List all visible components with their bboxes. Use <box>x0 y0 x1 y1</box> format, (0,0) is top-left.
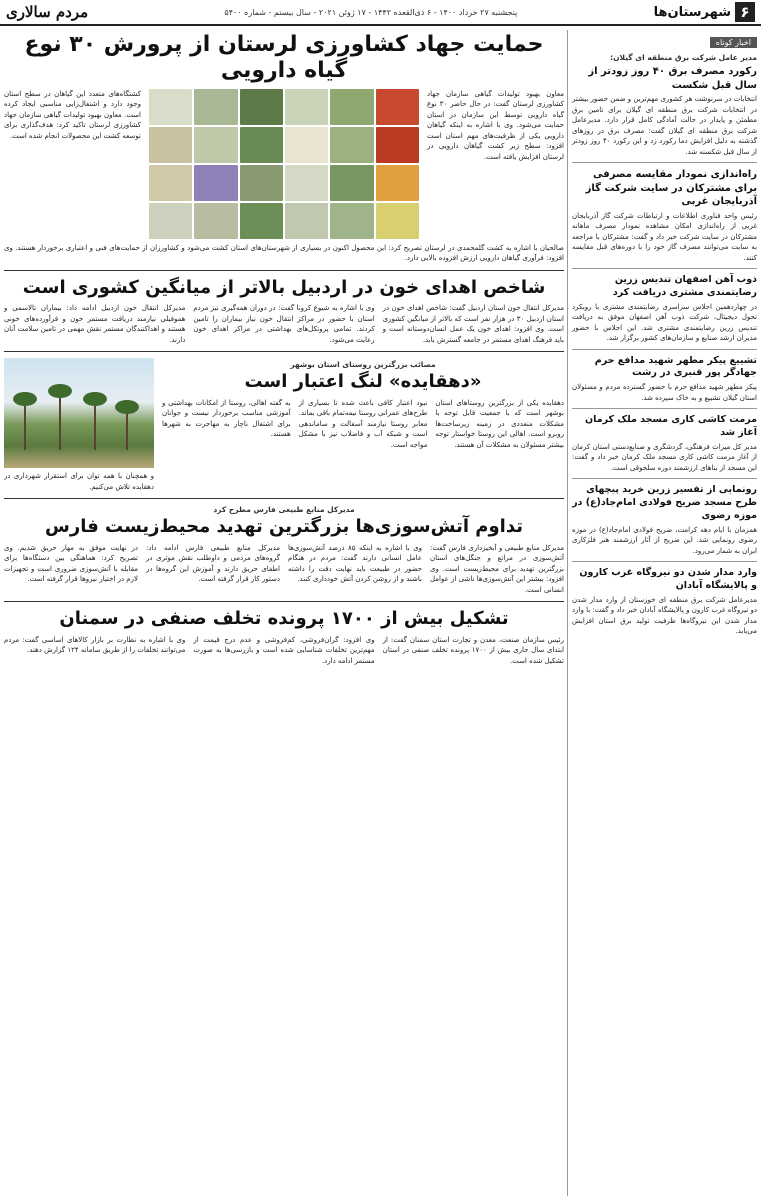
news-headline: مرمت کاشی کاری مسجد ملک کرمان آغاز شد <box>585 414 757 439</box>
news-item <box>572 53 757 157</box>
herb-photo <box>149 127 192 163</box>
herb-photo <box>240 203 283 239</box>
news-item <box>572 274 757 344</box>
section-number: ۶ <box>735 2 755 22</box>
herb-photo-grid <box>149 89 419 239</box>
news-item <box>572 168 757 263</box>
bushehr-col: به گفته اهالی، روستا از امکانات بهداشتی و آموزشی مناسب برخوردار نیست و جوانان برای اشتغال ناچار به مهاجرت به شهرها هستند. <box>161 398 291 439</box>
news-body: همزمان با ایام دهه کرامت، ضریح فولادی امام‌جاد(ع) در موزه رضوی رونمایی شد. این ضریح از آثار ارزشمند هنر فلزکاری ایران به شمار می‌رود. <box>572 525 757 555</box>
fars-kicker: مدیرکل منابع طبیعی فارس مطرح کرد <box>213 505 355 515</box>
news-body: پیکر مطهر شهید مدافع حرم با حضور گسترده مردم و مسئولان استان گیلان تشییع و به خاک سپرده شد. <box>572 383 757 402</box>
lead-story <box>4 32 564 264</box>
bushehr-kicker: مصائب بزرگترین روستای استان بوشهر <box>290 360 436 370</box>
bushehr-col: دهقایده یکی از بزرگترین روستاهای استان بوشهر است که با جمعیت قابل توجه با مشکلات متعددی در زمینه زیرساخت‌ها روبرو است. اهالی این روستا خواستار توجه بیشتر مسئولان به مشکلات آن هستند. <box>435 398 564 449</box>
fars-col: در نهایت موفق به مهار حریق شدیم. وی تصریح کرد: هماهنگی بین دستگاه‌ها برای مقابله با آتش‌سوزی ضروری است و تجهیزات لازم در اختیار نیروها قرار گرفته است. <box>4 543 138 584</box>
herb-photo <box>330 203 373 239</box>
news-kicker: مدیر عامل شرکت برق منطقه ای گیلان: <box>610 53 757 62</box>
news-item <box>572 484 757 556</box>
herb-photo <box>194 127 237 163</box>
blood-col: وی با اشاره به شیوع کرونا گفت: در دوران همه‌گیری نیز مردم استان با حضور در مراکز انتقال خون نیاز بیماران را تامین کردند. تمامی پروتکل‌های بهداشتی در مراکز اهدای خون رعایت می‌شود. <box>193 304 375 344</box>
divider <box>4 498 564 499</box>
masthead <box>0 0 761 26</box>
divider <box>572 268 757 269</box>
news-body: در چهاردهمین اجلاس سراسری رضایتمندی مشتری با رویکرد تحول دیجیتال، شرکت ذوب آهن اصفهان موفق به دریافت تندیس زرین رضایتمندی مشتری شد. این اجلاس با حضور مدیران ارشد صنایع و سازمان‌های کشور برگزار شد. <box>572 302 757 343</box>
news-headline: وارد مدار شدن دو نیروگاه غرب کارون و پالایشگاه آبادان <box>579 567 757 592</box>
divider <box>572 561 757 562</box>
fars-col: مدیرکل منابع طبیعی و آبخیزداری فارس گفت: آتش‌سوزی در مراتع و جنگل‌های استان بزرگترین تهدید برای محیط‌زیست است. وی افزود: بیشتر این آتش‌سوزی‌ها ناشی از عوامل انسانی است. <box>430 543 564 594</box>
herb-photo <box>240 127 283 163</box>
herb-photo <box>240 165 283 201</box>
paper-name: مردم سالاری <box>6 3 89 21</box>
news-headline: ذوب آهن اصفهان تندیس زرین رضایتمندی مشتری دریافت کرد <box>612 274 757 298</box>
bushehr-col: نبود اعتبار کافی باعث شده تا بسیاری از طرح‌های عمرانی روستا نیمه‌تمام باقی بماند. معابر روستا نیازمند آسفالت و ساماندهی است و شبکه آب و فاضلاب نیز با مشکل مواجه است. <box>298 398 428 449</box>
lead-col: صالحیان با اشاره به کشت گلمحمدی در لرستان تصریح کرد: این محصول اکنون در بسیاری از شهرستان‌های استان کشت می‌شود و کشاورزان از حمایت‌های فنی و اعتباری برخوردار هستند. وی افزود: فرآوری گیاهان دارویی ارزش افزوده بالایی دارد. <box>4 243 564 263</box>
news-body: رئیس واحد فناوری اطلاعات و ارتباطات شرکت گاز آذربایجان غربی از راه‌اندازی امکان مشاهده نمودار مصرف ماهانه مشترکان در سایت شرکت خبر داد و گفت: مشترکان با مراجعه به سایت می‌توانند مصرف گاز خود را با دوره‌های قبل مقایسه کنند. <box>572 211 757 262</box>
news-headline: رونمایی از تفسیر زرین خرید پیچهای طرح مسجد ضریح فولادی امام‌جاد(ع) در موزه رضوی <box>572 484 757 521</box>
divider <box>572 478 757 479</box>
herb-photo <box>376 203 419 239</box>
semnan-headline: تشکیل بیش از ۱۷۰۰ پرونده تخلف صنفی در سمنان <box>59 608 509 630</box>
fars-story <box>4 505 564 595</box>
semnan-col: وی با اشاره به نظارت بر بازار کالاهای اساسی گفت: مردم می‌توانند تخلفات را از طریق سامانه ۱۲۴ گزارش دهند. <box>4 635 186 655</box>
herb-photo <box>194 89 237 125</box>
news-headline: راه‌اندازی نمودار مقایسه مصرفی برای مشترکان در سایت شرکت گاز آذربایجان غربی <box>585 169 757 207</box>
herb-photo <box>330 127 373 163</box>
news-item <box>572 355 757 404</box>
semnan-story <box>4 608 564 666</box>
blood-story <box>4 277 564 346</box>
photo-caption: و همچنان با همه توان برای استقرار شهرداری در دهقایده تلاش می‌کنیم. <box>4 472 154 491</box>
semnan-col: وی افزود: گران‌فروشی، کم‌فروشی و عدم درج قیمت از مهم‌ترین تخلفات شناسایی شده است و بازرسی‌ها به صورت مستمر ادامه دارد. <box>193 635 375 665</box>
lead-headline: حمایت جهاد کشاورزی لرستان از پرورش ۳۰ نوع گیاه دارویی <box>24 32 544 84</box>
herb-photo <box>330 89 373 125</box>
herb-photo <box>149 89 192 125</box>
herb-photo <box>376 165 419 201</box>
main-content <box>4 30 564 1196</box>
palm-trees-photo <box>4 358 154 468</box>
herb-photo <box>194 165 237 201</box>
herb-photo <box>285 127 328 163</box>
fars-headline: تداوم آتش‌سوزی‌ها بزرگترین تهدید محیط‌زیست فارس <box>45 516 523 538</box>
news-item <box>572 567 757 637</box>
short-news-label: اخبار کوتاه <box>710 37 757 48</box>
semnan-col: رئیس سازمان صنعت، معدن و تجارت استان سمنان گفت: از ابتدای سال جاری بیش از ۱۷۰۰ پرونده تخلف صنفی در استان تشکیل شده است. <box>382 635 564 665</box>
herb-photo <box>240 89 283 125</box>
short-news-column <box>567 30 757 1196</box>
section-name: شهرستان‌ها <box>653 4 731 20</box>
divider <box>4 270 564 271</box>
fars-col: مدیرکل منابع طبیعی فارس ادامه داد: گروه‌های مردمی و داوطلب نقش موثری در اطفای حریق دارند و آموزش این گروه‌ها در دستور کار قرار گرفته است. <box>146 543 280 584</box>
bushehr-headline: «دهقایده» لنگ اعتبار است <box>244 371 482 393</box>
herb-photo <box>285 203 328 239</box>
news-headline: رکورد مصرف برق ۴۰ روز زودتر از سال قبل شکست <box>588 66 757 91</box>
herb-photo <box>330 165 373 201</box>
divider <box>572 349 757 350</box>
blood-col: مدیرکل انتقال خون اردبیل ادامه داد: بیماران تالاسمی و هموفیلی نیازمند دریافت مستمر خون و فرآورده‌های خونی هستند و اهداکنندگان مستمر نقش مهمی در تامین سلامت آنان دارند. <box>4 304 186 344</box>
divider <box>572 162 757 163</box>
dateline: پنجشنبه ۲۷ خرداد ۱۴۰۰ - ۶ ذی‌القعده ۱۴۴۲ - ۱۷ ژوئن ۲۰۲۱ - سال بیستم - شماره ۵۴۰۰ <box>224 7 518 17</box>
news-item <box>572 414 757 473</box>
lead-col: معاون بهبود تولیدات گیاهی سازمان جهاد کشاورزی لرستان گفت: در حال حاضر ۳۰ نوع گیاه دارویی توسط این سازمان در استان حمایت می‌شود. وی با اشاره به اینکه گیاهان دارویی یکی از ظرفیت‌های مهم استان است افزود: سطح زیر کشت گیاهان دارویی در لرستان افزایش یافته است. <box>427 89 564 161</box>
fars-col: وی با اشاره به اینکه ۸۵ درصد آتش‌سوزی‌ها عامل انسانی دارند گفت: مردم در هنگام حضور در طبیعت باید نهایت دقت را داشته باشند و از روشن کردن آتش خودداری کنند. <box>288 543 422 584</box>
lead-col: کشتگاه‌های متعدد این گیاهان در سطح استان وجود دارد و اشتغال‌زایی مناسبی ایجاد کرده است. معاون بهبود تولیدات گیاهی سازمان جهاد کشاورزی لرستان تاکید کرد: هدف‌گذاری برای توسعه کشت این محصولات انجام شده است. <box>4 89 141 140</box>
herb-photo <box>376 89 419 125</box>
herb-photo <box>285 165 328 201</box>
lead-text-right <box>427 89 564 239</box>
news-body: مدیر کل میراث فرهنگی، گردشگری و صنایع‌دستی استان کرمان از آغاز مرمت کاشی کاری مسجد ملک کرمان خبر داد و گفت: این مسجد از بناهای ارزشمند دوره سلجوقی است. <box>572 442 757 472</box>
section-header <box>654 2 755 22</box>
herb-photo <box>376 127 419 163</box>
divider <box>4 601 564 602</box>
herb-photo <box>194 203 237 239</box>
lead-text-left <box>4 89 141 239</box>
news-headline: تشییع پیکر مطهر شهید مدافع حرم جهادگر پور قنبری در رشت <box>594 354 757 379</box>
news-body: انتخابات در سرنوشت هر کشوری مهم‌ترین و ضمن حضور بیشتر در انتخابات شرکت برق منطقه ای گیلان برای تامین برق مطمئن و پایدار در حالت آمادگی کامل قرار دارد. مدیرعامل شرکت برق منطقه ای گیلان گفت: مصرف برق در روزهای گذشته به دلیل افزایش دما رکورد زد و این رکورد ۴۰ روز زودتر از سال قبل شکسته شد. <box>572 95 757 156</box>
herb-photo <box>149 165 192 201</box>
news-body: مدیرعامل شرکت برق منطقه ای خوزستان از وارد مدار شدن دو نیروگاه غرب کارون و پالایشگاه آبادان خبر داد و گفت: با وارد مدار شدن این نیروگاه‌ها ظرفیت تولید برق استان افزایش می‌یابد. <box>572 595 757 636</box>
divider <box>4 351 564 352</box>
blood-col: مدیرکل انتقال خون استان اردبیل گفت: شاخص اهدای خون در استان اردبیل ۳۰ در هزار نفر است که بالاتر از میانگین کشوری است. وی افزود: اهدای خون یک عمل انسان‌دوستانه است و باید فرهنگ اهدای مستمر در جامعه گسترش یابد. <box>382 304 564 344</box>
bushehr-story <box>4 358 564 492</box>
blood-headline: شاخص اهدای خون در اردبیل بالاتر از میانگین کشوری است <box>22 276 546 298</box>
herb-photo <box>149 203 192 239</box>
divider <box>572 408 757 409</box>
herb-photo <box>285 89 328 125</box>
